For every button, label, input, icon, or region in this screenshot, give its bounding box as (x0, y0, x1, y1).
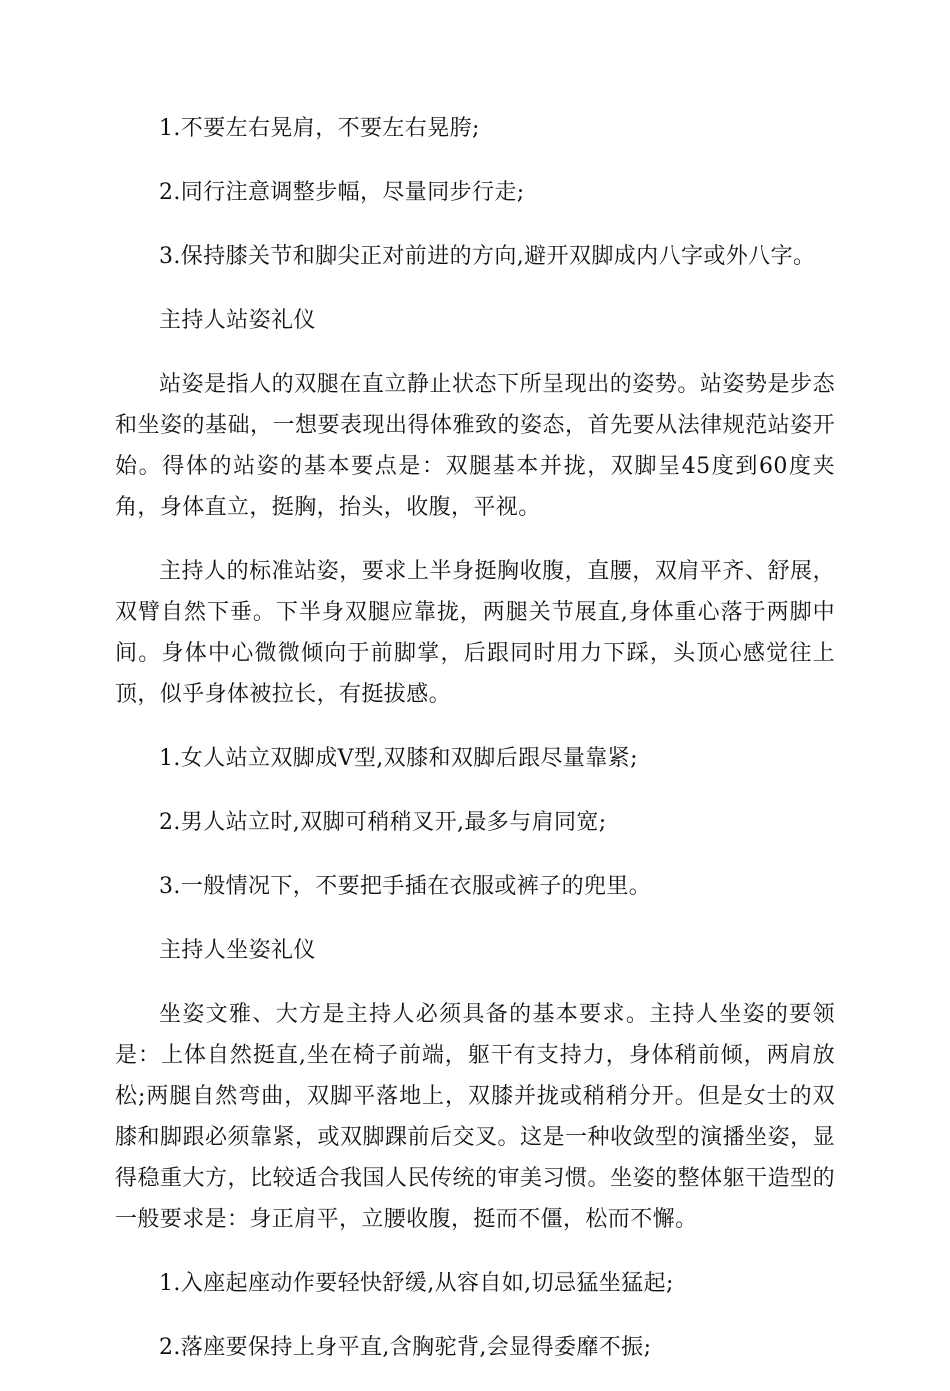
list-item-adjust-stride: 2.同行注意调整步幅，尽量同步行走; (159, 180, 525, 205)
section-heading-sitting-posture: 主持人坐姿礼仪 (159, 938, 316, 963)
paragraph-standing-definition: 站姿是指人的双腿在直立静止状态下所呈现出的姿势。站姿势是步态和坐姿的基础，一想要表现出得体雅致的姿态，首先要从法律规范站姿开始。得体的站姿的基本要点是：双腿基本并拢，双脚呈45度到60度夹角，身体直立，挺胸，抬头，收腹，平视。 (115, 372, 835, 520)
paragraph-standard-standing: 主持人的标准站姿，要求上半身挺胸收腹，直腰，双肩平齐、舒展，双臂自然下垂。下半身双腿应靠拢，两腿关节展直,身体重心落于两脚中间。身体中心微微倾向于前脚掌，后跟同时用力下踩，头顶心感觉往上顶，似乎身体被拉长，有挺拔感。 (115, 559, 835, 707)
list-item-sitting-down-motion: 1.入座起座动作要轻快舒缓,从容自如,切忌猛坐猛起; (159, 1271, 674, 1296)
list-item-keep-upright: 2.落座要保持上身平直,含胸驼背,会显得委靡不振; (159, 1335, 652, 1360)
list-item-women-standing: 1.女人站立双脚成V型,双膝和双脚后跟尽量靠紧; (159, 746, 638, 771)
list-item-hands-pockets: 3.一般情况下，不要把手插在衣服或裤子的兜里。 (159, 874, 652, 899)
section-heading-standing-posture: 主持人站姿礼仪 (159, 308, 316, 333)
paragraph-sitting-requirements: 坐姿文雅、大方是主持人必须具备的基本要求。主持人坐姿的要领是：上体自然挺直,坐在椅子前端，躯干有支持力，身体稍前倾，两肩放松;两腿自然弯曲，双脚平落地上，双膝并拢或稍稍分开。但是女士的双膝和脚跟必须靠紧，或双脚踝前后交叉。这是一种收敛型的演播坐姿，显得稳重大方，比较适合我国人民传统的审美习惯。坐姿的整体躯干造型的一般要求是：身正肩平，立腰收腹，挺而不僵，松而不懈。 (115, 1002, 835, 1232)
list-item-knee-toe-direction: 3.保持膝关节和脚尖正对前进的方向,避开双脚成内八字或外八字。 (159, 244, 816, 269)
list-item-men-standing: 2.男人站立时,双脚可稍稍叉开,最多与肩同宽; (159, 810, 607, 835)
document-body (115, 108, 835, 1391)
list-item-no-shoulder-hip-sway: 1.不要左右晃肩，不要左右晃胯; (159, 116, 480, 141)
